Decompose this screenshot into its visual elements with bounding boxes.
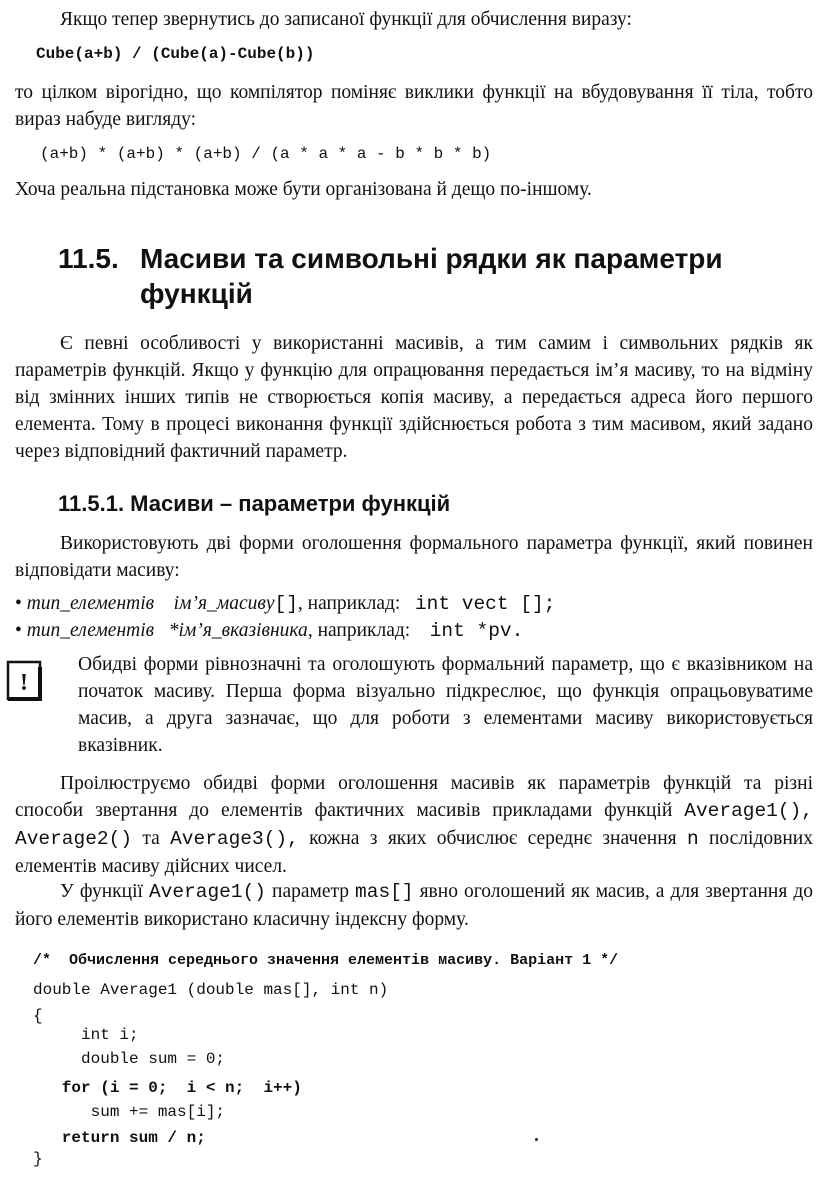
section-paragraph: Є певні особливості у використанні масивів, а тим самим і символьних рядків як параметрів функцій. Якщо у функцію для опрацювання передається ім’я масиву, то на відміну від змінних інших типів не створюється копія масиву, а передається адреса його першого елемента. Тому в процесі виконання функції здійснюється робота з тим масивом, який задано через відповідний фактичний параметр.: [15, 333, 813, 462]
bullet-type: тип_елементів: [26, 593, 155, 614]
bullet-text: , наприклад:: [307, 620, 416, 641]
bullet-text: , наприклад:: [297, 593, 406, 614]
code-expansion: (a+b) * (a+b) * (a+b) / (a * a * a - b * b * b): [40, 145, 492, 163]
exclamation-note-icon: [5, 659, 45, 703]
note-text: Обидві форми рівнозначні та оголошують формальний параметр, що є вказівником на початок масиву. Перша форма візуально підкреслює, що функція опрацьовуватиме масив, а друга зазначає, що для роботи з елементами масиву використовується вказівник.: [78, 654, 813, 756]
code-line: double sum = 0;: [33, 1050, 226, 1068]
code-average1: Average1(),: [684, 800, 813, 822]
examples-paragraph: Проілюструємо обидві форми оголошення масивів як параметрів функцій та різні способи звертання до елементів фактичних масивів прикладами функцій Average1(), Average2() та Average3(), кожна з яких обчислює середнє значення n послідовних елементів масиву дійсних чисел.: [15, 773, 813, 877]
section-title-line1: Масиви та символьні рядки як параметри: [140, 243, 723, 274]
code-comment: /* Обчислення середнього значення елементів масиву. Варіант 1 */: [33, 952, 619, 969]
section-title-line2: функцій: [140, 278, 253, 309]
bullet-item-array: [15, 590, 555, 618]
code-line: }: [33, 1150, 43, 1168]
code-average2: Average2(): [15, 828, 133, 850]
section-number: 11.5.: [58, 243, 119, 274]
code-n: n: [686, 828, 699, 850]
code-mas: mas[]: [355, 881, 414, 903]
bullet-marker: •: [15, 620, 22, 641]
code-line: return sum / n;: [33, 1129, 206, 1147]
code-line: double Average1 (double mas[], int n): [33, 981, 389, 999]
intro-line: Якщо тепер звернутись до записаної функції для обчислення виразу:: [60, 9, 632, 30]
intro-closing: Хоча реальна підстановка може бути організована й дещо по-іншому.: [15, 179, 592, 200]
bullet-code: int *pv.: [429, 620, 524, 642]
code-line: for (i = 0; i < n; i++): [33, 1079, 302, 1097]
bullet-type: тип_елементів: [26, 620, 155, 641]
section-heading: [58, 241, 818, 311]
scan-speck: [535, 1138, 538, 1141]
code-average3: Average3(),: [170, 828, 299, 850]
code-line: int i;: [33, 1026, 139, 1044]
bullet-brackets: []: [274, 593, 298, 615]
code-expression: Cube(a+b) / (Cube(a)-Cube(b)): [36, 45, 315, 63]
code-line: sum += mas[i];: [33, 1103, 226, 1121]
code-average1-ref: Average1(): [148, 881, 266, 903]
bullet-marker: •: [15, 593, 22, 614]
bullet-code: int vect [];: [414, 593, 556, 615]
code-line: {: [33, 1007, 43, 1025]
subsection-heading: 11.5.1. Масиви – параметри функцій: [58, 491, 451, 516]
note-icon-glyph: !: [20, 670, 28, 696]
bullet-name: ім’я_масиву: [173, 593, 275, 614]
bullet-item-pointer: [15, 617, 523, 645]
average1-paragraph: У функції Average1() параметр mas[] явно оголошений як масив, а для звертання до його елементів використано класичну індексну форму.: [15, 881, 813, 930]
intro-paragraph: то цілком вірогідно, що компілятор поміняє виклики функції на вбудовування її тіла, тобто вираз набуде вигляду:: [15, 82, 813, 130]
subsection-paragraph: Використовують дві форми оголошення формального параметра функції, який повинен відповідати масиву:: [15, 533, 813, 581]
bullet-name: *ім’я_вказівника: [168, 620, 308, 641]
